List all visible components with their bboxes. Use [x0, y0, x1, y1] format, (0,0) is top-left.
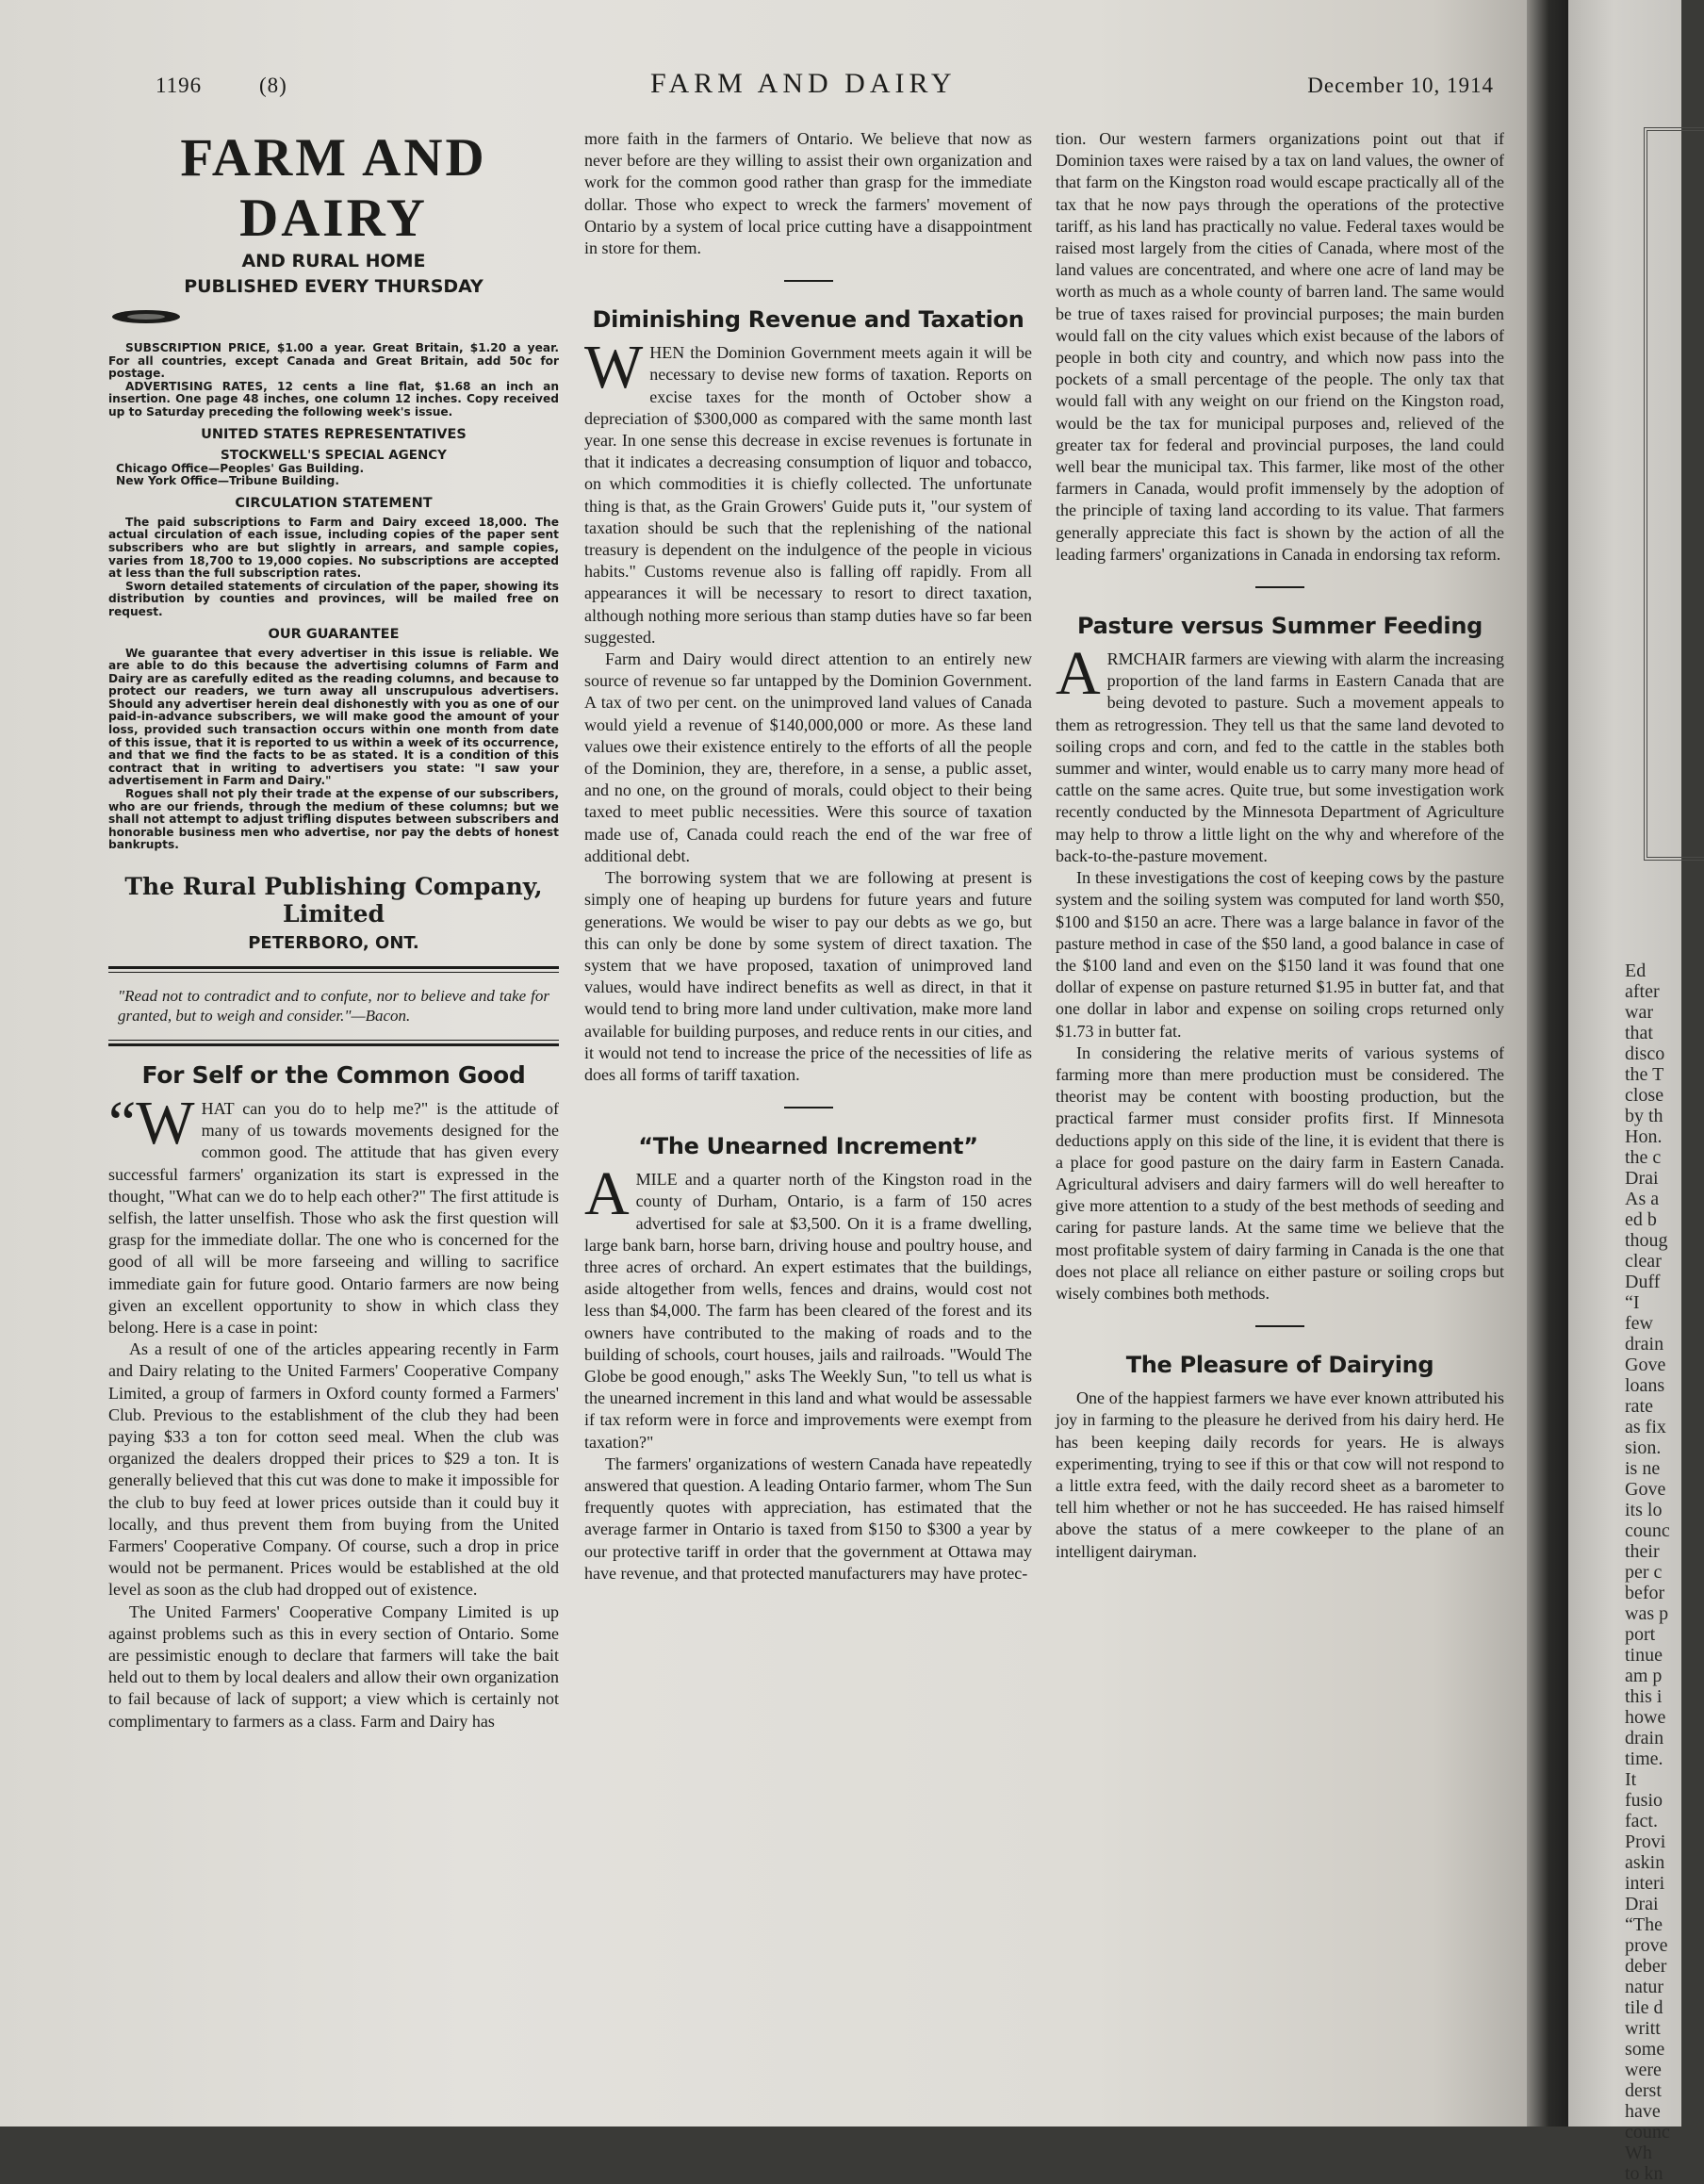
- adjacent-page-fragment: Wh: [1625, 2143, 1652, 2163]
- adjacent-page-fragment: Ed: [1625, 961, 1647, 981]
- adjacent-page-fragment: thoug: [1625, 1230, 1668, 1251]
- adjacent-page-edge: [1568, 0, 1681, 2184]
- drop-cap: “W: [108, 1089, 195, 1158]
- adjacent-page-fragment: befor: [1625, 1583, 1665, 1603]
- article-paragraph: MILE and a quarter north of the Kingston road in the county of Durham, Ontario, is a farm of 150 acres advertised for sale at $3,500. On it is a frame dwelling, large bank barn, horse barn, driving house and poultry house, and three acres of orchard. An expert estimates that the buildings, aside altogether from wells, fences and drains, would cost not less than $4,000. The farm has been cleared of the forest and its owners have contributed to the making of roads and to the building of schools, court houses, jails and railroads. "Would The Globe be good enough," asks The Weekly Sun, "to tell us what is the unearned increment in this land and what would be assessable if tax reform were in force and improvements were exempt from taxation?": [584, 1170, 1032, 1452]
- article-paragraph: HAT can you do to help me?" is the attitude of many of us towards movements designed for the common good. The attitude that has given every successful farmers' organization its start is expressed in the thought, "What can we do to help each other?" The first attitude is selfish, the latter unselfish. Those who ask the first question will grasp for the immediate dollar. The one who is concerned for the good of all will be more farseeing and willing to sacrifice immediate gain for future good. Ontario farmers are now being given an excellent opportunity to show in which class they belong. Here is a case in point:: [108, 1099, 559, 1338]
- adjacent-page-fragment: prove: [1625, 1935, 1668, 1956]
- guarantee-text: We guarantee that every advertiser in this issue is reliable. We are able to do this because the advertising columns of Farm and Dairy are as carefully edited as the reading columns, and because to protect our readers, we turn away all unscrupulous advertisers. Should any advertiser herein deal dishonestly with you as one of our paid-in-advance subscribers, we will make good the amount of your loss, provided such transaction occurs within one month from date of this issue, that it is reported to us within a week of its occurrence, and that we find the facts to be as stated. It is a condition of this contract that in writing to advertisers you state: "I saw your advertisement in Farm and Dairy.": [108, 646, 560, 788]
- adjacent-page-fragment: have: [1625, 2101, 1661, 2122]
- article-paragraph: In considering the relative merits of various systems of farming more than mere production must be considered. The theorist may be content with boosting production, but the practical farmer must consider profits first. If Minnesota deductions apply on this side of the line, it is evident that there is a place for good pasture on the dairy farm in Eastern Canada. Agricultural advisers and dairy farmers will do well hereafter to give more attention to a study of the best methods of seeding and caring for pasture lands. At the same time we believe that the most profitable system of dairy farming in Canada is the one that does not place all reliance on either pasture or soiling crops but wisely combines both methods.: [1056, 1043, 1504, 1303]
- adjacent-page-fragment: Drai: [1625, 1168, 1659, 1189]
- running-title: FARM AND DAIRY: [650, 68, 957, 99]
- section-number: (8): [259, 74, 287, 97]
- newyork-office: New York Office—Tribune Building.: [116, 474, 340, 488]
- adjacent-page-fragment: were: [1625, 2060, 1662, 2080]
- adjacent-page-fragment: to kn: [1625, 2163, 1663, 2184]
- adjacent-page-fragment: was p: [1625, 1603, 1669, 1624]
- adjacent-page-fragment: their: [1625, 1541, 1660, 1562]
- adjacent-page-fragment: Drai: [1625, 1894, 1659, 1914]
- adjacent-page-fragment: Hon.: [1625, 1126, 1663, 1147]
- adjacent-page-fragment: fusio: [1625, 1790, 1663, 1811]
- article-paragraph: tion. Our western farmers organizations point out that if Dominion taxes were raised by a tax on land values, the owner of that farm on the Kingston road would escape practically all of the tax that he now pays through the operations of the protective tariff, as his land has practically no value. Federal taxes would be raised most largely from the cities of Canada, where most of the land values are concentrated, and where one acre of land may be worth as much as a whole county of barren land. The same would be true of taxes raised for provincial purposes; the main burden would fall on the city values which exist because of the labors of people in both city and country, and which now pass into the pockets of a small percentage of the people. The only tax that would fall with any weight on our friend on the Kingston road, would be the tax for municipal purposes and, relieved of the greater tax for federal and provincial purposes, the land could well bear the municipal tax. This farmer, like most of the other farmers in Canada, would profit immensely by the adoption of the principle of taxing land according to its value. That farmers generally appreciate this fact is shown by the action of all the leading farmers' organizations in Canada in endorsing tax reform.: [1056, 129, 1504, 564]
- page-number: 1196: [156, 74, 203, 97]
- masthead-title: FARM AND DAIRY: [180, 128, 487, 248]
- article-headline: The Pleasure of Dairying: [1125, 1352, 1434, 1379]
- adjacent-page-fragment: war: [1625, 1002, 1653, 1023]
- adjacent-page-fragment: “The: [1625, 1914, 1663, 1935]
- adjacent-page-fragment: as fix: [1625, 1417, 1666, 1437]
- article-paragraph: As a result of one of the articles appearing recently in Farm and Dairy relating to the United Farmers' Cooperative Company Limited, a group of farmers in Oxford county formed a Farmers' Club. Previous to the establishment of the club they had been paying $33 a ton for cotton seed meal. When the club was organized the dealers dropped their prices to $29 a ton. It is generally believed that this cut was done to make it impossible for the club to buy feed at lower prices outside than it could buy it locally, and thus prevent them from buying from the United Farmers' Cooperative Company. Of course, such a drop in price would not be permanent. Prices would be established at the old level as soon as the club had dropped out of existence.: [108, 1339, 559, 1600]
- chicago-office: Chicago Office—Peoples' Gas Building.: [116, 461, 365, 475]
- article-paragraph: Farm and Dairy would direct attention to an entirely new source of revenue so far untapped by the Dominion Government. A tax of two per cent. on the unimproved land values of Canada would yield a revenue of $140,000,000 or more. As these land values owe their existence entirely to the efforts of all the people of the Dominion, they are, therefore, in a sense, a public asset, and no one, on the ground of morals, could object to their being taxed to meet public necessities. Were this source of taxation made use of, Canada could reach the end of the war free of additional debt.: [584, 649, 1032, 865]
- adjacent-page-fragment: per c: [1625, 1562, 1663, 1583]
- article-headline: For Self or the Common Good: [141, 1061, 526, 1089]
- adjacent-page-fragment: time.: [1625, 1749, 1663, 1769]
- article-unearned-increment: [584, 1133, 1032, 1585]
- adjacent-page-fragment: natur: [1625, 1977, 1664, 1997]
- adjacent-page-fragment: the c: [1625, 1147, 1662, 1168]
- rogues-text: Rogues shall not ply their trade at the expense of our subscribers, who are our friends, through the medium of these columns; but we shall not attempt to adjust trifling disputes between subscribers and honorable business men who advertise, nor pay the debts of honest bankrupts.: [108, 787, 559, 852]
- adjacent-page-fragment: few: [1625, 1313, 1653, 1334]
- adjacent-page-fragment: Provi: [1625, 1831, 1666, 1852]
- adjacent-page-fragment: after: [1625, 981, 1660, 1002]
- adjacent-page-fragment: rate: [1625, 1396, 1653, 1417]
- circulation-heading: CIRCULATION STATEMENT: [235, 495, 433, 511]
- masthead-subtitle-2: PUBLISHED EVERY THURSDAY: [184, 276, 483, 297]
- adjacent-page-fragment: interi: [1625, 1873, 1665, 1894]
- masthead-subtitle-1: AND RURAL HOME: [241, 251, 426, 271]
- adjacent-page-fragment: clear: [1625, 1251, 1662, 1272]
- adjacent-page-fragment: fact.: [1625, 1811, 1658, 1831]
- article-headline: Diminishing Revenue and Taxation: [592, 306, 1024, 334]
- separator: [784, 280, 833, 282]
- guarantee-heading: OUR GUARANTEE: [268, 626, 400, 642]
- adjacent-page-fragment: ed b: [1625, 1209, 1657, 1230]
- article-paragraph: The borrowing system that we are following at present is simply one of heaping up burdens for future years and future generations. We would be wiser to pay our debts as we go, but this can only be done by some system of direct taxation. The system that we have proposed, taxation of unimproved land values, would have indirect benefits as well as direct, in that it would tend to bring more land under cultivation, make more land available for building purposes, and reduce rents in our cities, and it would not tend to increase the price of the necessities of life as does all forms of tariff taxation.: [584, 868, 1032, 1084]
- separator: [784, 1107, 833, 1108]
- page-header: [156, 68, 1494, 106]
- adjacent-page-fragment: this i: [1625, 1686, 1663, 1707]
- column-3: [1056, 128, 1504, 1563]
- adjacent-page-fragment: close: [1625, 1085, 1664, 1106]
- article-pasture-vs-summer-feeding: [1056, 613, 1504, 1305]
- adjacent-page-fragment: As a: [1625, 1189, 1660, 1209]
- adjacent-page-fragment: Gove: [1625, 1479, 1666, 1500]
- adjacent-page-fragment: askin: [1625, 1852, 1665, 1873]
- drop-cap: A: [1056, 639, 1101, 709]
- adjacent-page-fragment: loans: [1625, 1375, 1665, 1396]
- adjacent-page-fragment: tinue: [1625, 1645, 1663, 1666]
- us-representatives-heading: UNITED STATES REPRESENTATIVES: [201, 426, 467, 442]
- adjacent-page-fragment: drain: [1625, 1728, 1664, 1749]
- adjacent-page-fragment: Duff: [1625, 1272, 1661, 1292]
- adjacent-page-fragment: “I: [1625, 1292, 1640, 1313]
- article-self-or-common-good: [108, 1061, 559, 1732]
- divider: [108, 1043, 559, 1046]
- adjacent-page-fragment: Gove: [1625, 1355, 1666, 1375]
- article-diminishing-revenue: [584, 306, 1032, 1086]
- drop-cap: W: [584, 333, 644, 402]
- adjacent-page-fragment: disco: [1625, 1043, 1665, 1064]
- article-paragraph: RMCHAIR farmers are viewing with alarm the increasing proportion of the land farms in Eastern Canada that are being devoted to pasture. Such a movement appeals to them as retrogression. They tell us that the same land devoted to soiling crops and corn, and fed to the cattle in the stables both summer and winter, would enable us to carry many more head of cattle on the same acres. Quite true, but some investigation work recently conducted by the Minnesota Department of Agriculture may help to throw a little light on the why and wherefore of the back-to-the-pasture movement.: [1056, 649, 1504, 865]
- article-pleasure-of-dairying: [1056, 1352, 1504, 1563]
- adjacent-page-fragment: its lo: [1625, 1500, 1663, 1520]
- adjacent-page-fragment: sion.: [1625, 1437, 1662, 1458]
- adjacent-page-fragment: by th: [1625, 1106, 1663, 1126]
- sworn-statement: Sworn detailed statements of circulation of the paper, showing its distribution by counties and provinces, will be mailed free on request.: [108, 579, 559, 618]
- separator: [1255, 586, 1304, 588]
- divider: [108, 1040, 559, 1041]
- adjacent-page-fragment: writt: [1625, 2018, 1661, 2039]
- agency-name: STOCKWELL'S SPECIAL AGENCY: [221, 447, 447, 463]
- publisher-place: PETERBORO, ONT.: [248, 933, 419, 953]
- advertising-rates: ADVERTISING RATES, 12 cents a line flat, $1.68 an inch an insertion. One page 48 inches, one column 12 inches. Copy received up to Saturday preceding the following week's issue.: [108, 379, 559, 419]
- adjacent-page-fragment: some: [1625, 2039, 1665, 2060]
- adjacent-page-fragment: tile d: [1625, 1997, 1663, 2018]
- adjacent-page-fragment: the T: [1625, 1064, 1664, 1085]
- column-1: [108, 128, 559, 1732]
- adjacent-page-fragment: counc: [1625, 2122, 1670, 2143]
- divider: [108, 966, 559, 969]
- subscription-price: SUBSCRIPTION PRICE, $1.00 a year. Great Britain, $1.20 a year. For all countries, except Canada and Great Britain, add 50c for postage.: [108, 341, 559, 381]
- separator: [1255, 1325, 1304, 1327]
- article-headline: “The Unearned Increment”: [638, 1133, 978, 1160]
- article-paragraph: The United Farmers' Cooperative Company Limited is up against problems such as this in every section of Ontario. Some are pessimistic enough to declare that farmers will take the bait held out to them by local dealers and allow their own organization to fail because of lack of support; a view which is certainly not complimentary to farmers as a class. Farm and Dairy has: [108, 1601, 559, 1731]
- circulation-statement: The paid subscriptions to Farm and Dairy exceed 18,000. The actual circulation of each issue, including copies of the paper sent subscribers who are but slightly in arrears, and sample copies, varies from 18,700 to 19,000 copies. No subscriptions are accepted at less than the full subscription rates.: [108, 515, 559, 581]
- adjacent-page-fragment: deber: [1625, 1956, 1667, 1977]
- adjacent-page-fragment: derst: [1625, 2080, 1662, 2101]
- adjacent-page-fragment: that: [1625, 1023, 1653, 1043]
- masthead: [108, 128, 559, 1046]
- adjacent-page-fragment: counc: [1625, 1520, 1670, 1541]
- adjacent-page-fragment: howe: [1625, 1707, 1666, 1728]
- drop-cap: A: [584, 1159, 630, 1229]
- article-paragraph: One of the happiest farmers we have ever known attributed his joy in farming to the pleasure he derived from his dairy herd. He has been keeping daily records for years. He is always experimenting, trying to see if this or that cow will not respond to a little extra feed, with the daily record sheet as a barometer to tell him whether or not he has succeeded. He has raised himself above the status of a mere cowkeeper to the plane of an intelligent dairyman.: [1056, 1388, 1504, 1561]
- adjacent-page-fragment: drain: [1625, 1334, 1664, 1355]
- article-paragraph: In these investigations the cost of keeping cows by the pasture system and the soiling system was computed for land worth $50, $100 and $150 an acre. There was a large balance in favor of the pasture method in case of the $50 land, a good balance in case of the $100 land and even on the $150 land it was found that one dollar of expense on pasture returned $1.95 in butter fat, and that one dollar in labor and expense on soiling crops returned only $1.73 in butter fat.: [1056, 868, 1504, 1041]
- publisher-name: The Rural Publishing Company, Limited: [124, 873, 543, 928]
- adjacent-page-fragment: It: [1625, 1769, 1637, 1790]
- adjacent-page-fragment: is ne: [1625, 1458, 1661, 1479]
- bacon-quote: "Read not to contradict and to confute, nor to believe and take for granted, but to weigh and consider."—Bacon.: [118, 987, 549, 1025]
- article-paragraph: more faith in the farmers of Ontario. We believe that now as never before are they willing to assist their own organization and work for the common good rather than grasp for the immediate dollar. Those who expect to wreck the farmers' movement of Ontario by a system of local price cutting have a disappointment in store for them.: [584, 129, 1032, 258]
- article-paragraph: The farmers' organizations of western Canada have repeatedly answered that question. A leading Ontario farmer, whom The Sun frequently quotes with appreciation, has estimated that the average farmer in Ontario is taxed from $150 to $300 a year by our protective tariff in order that the government at Ottawa may have revenue, and that protected manufacturers may have protec-: [584, 1453, 1032, 1583]
- article-headline: Pasture versus Summer Feeding: [1076, 613, 1483, 640]
- article-paragraph: HEN the Dominion Government meets again it will be necessary to devise new forms of taxation. Reports on excise taxes for the month of October show a depreciation of $300,000 as compared with the same month last year. In one sense this decrease in excise revenues is fortunate in that it indicates a decreasing consumption of liquor and tobacco, on which commodities it is chiefly collected. The unfortunate thing is that, as the Grain Growers' Guide puts it, "our system of taxation should be such that the replenishing of the national treasury is dependent on the indulgence of the people in vicious habits." Customs revenue also is falling off rapidly. From all appearances it will be necessary to resort to direct taxation, although nothing more serious than stamp duties have so far been suggested.: [584, 343, 1032, 647]
- column-2: [584, 128, 1032, 1585]
- adjacent-page-border-box: [1644, 127, 1704, 861]
- issue-date: December 10, 1914: [1307, 74, 1494, 97]
- adjacent-page-fragment: port: [1625, 1624, 1656, 1645]
- adjacent-page-fragment: am p: [1625, 1666, 1663, 1686]
- ornament-icon: [108, 307, 184, 326]
